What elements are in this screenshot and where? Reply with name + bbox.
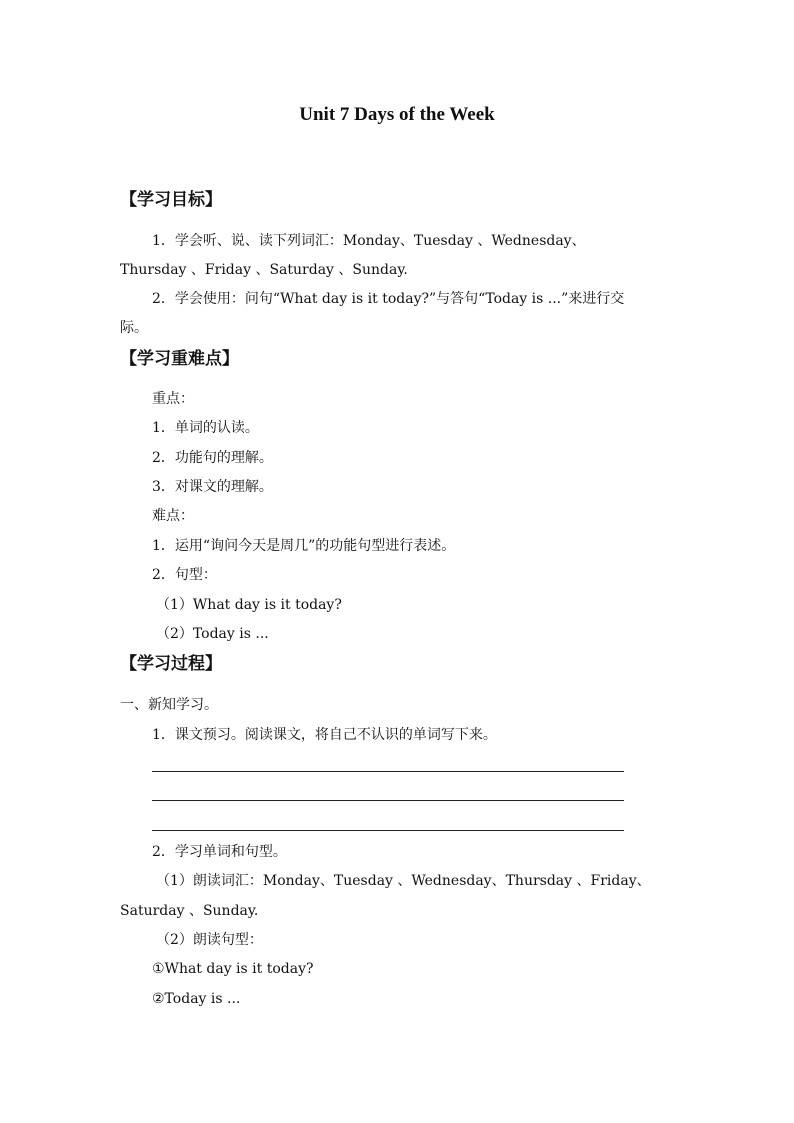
answer-line-2[interactable] bbox=[152, 800, 624, 801]
pattern-item-1: （1）What day is it today? bbox=[156, 597, 342, 613]
goal-item-1-line-1: 1．学会听、说、读下列词汇：Monday、Tuesday 、Wednesday、 bbox=[152, 233, 586, 249]
goal-item-2-line-1: 2．学会使用：问句“What day is it today?”与答句“Today is ...”来进行交 bbox=[152, 291, 625, 307]
pattern-item-2: （2）Today is ... bbox=[156, 626, 269, 642]
read-words-line-2: Saturday 、Sunday. bbox=[120, 903, 259, 919]
process-step-2: 2．学习单词和句型。 bbox=[152, 844, 287, 860]
sentence-item-2: ②Today is ... bbox=[152, 991, 241, 1007]
goals-heading: 【学习目标】 bbox=[120, 190, 222, 210]
focus-item-3: 3．对课文的理解。 bbox=[152, 479, 273, 495]
answer-line-3[interactable] bbox=[152, 830, 624, 831]
focus-item-2: 2．功能句的理解。 bbox=[152, 450, 273, 466]
sentence-item-1: ①What day is it today? bbox=[152, 961, 314, 977]
process-step-1: 1．课文预习。阅读课文，将自己不认识的单词写下来。 bbox=[152, 727, 497, 743]
difficulty-item-1: 1．运用“询问今天是周几”的功能句型进行表述。 bbox=[152, 538, 456, 554]
read-sentences-label: （2）朗读句型： bbox=[156, 932, 263, 948]
answer-line-1[interactable] bbox=[152, 771, 624, 772]
process-part-1: 一、新知学习。 bbox=[120, 697, 218, 713]
difficulty-label: 难点： bbox=[152, 508, 194, 524]
read-words-line-1: （1）朗读词汇：Monday、Tuesday 、Wednesday、Thursday 、Friday、 bbox=[156, 873, 651, 889]
focus-item-1: 1．单词的认读。 bbox=[152, 420, 259, 436]
difficulty-item-2: 2．句型： bbox=[152, 567, 217, 583]
goal-item-2-line-2: 际。 bbox=[120, 320, 148, 336]
focus-label: 重点： bbox=[152, 391, 194, 407]
keypoints-heading: 【学习重难点】 bbox=[120, 349, 239, 369]
goal-item-1-line-2: Thursday 、Friday 、Saturday 、Sunday. bbox=[120, 262, 408, 278]
document-title: Unit 7 Days of the Week bbox=[299, 104, 495, 125]
process-heading: 【学习过程】 bbox=[120, 654, 222, 674]
